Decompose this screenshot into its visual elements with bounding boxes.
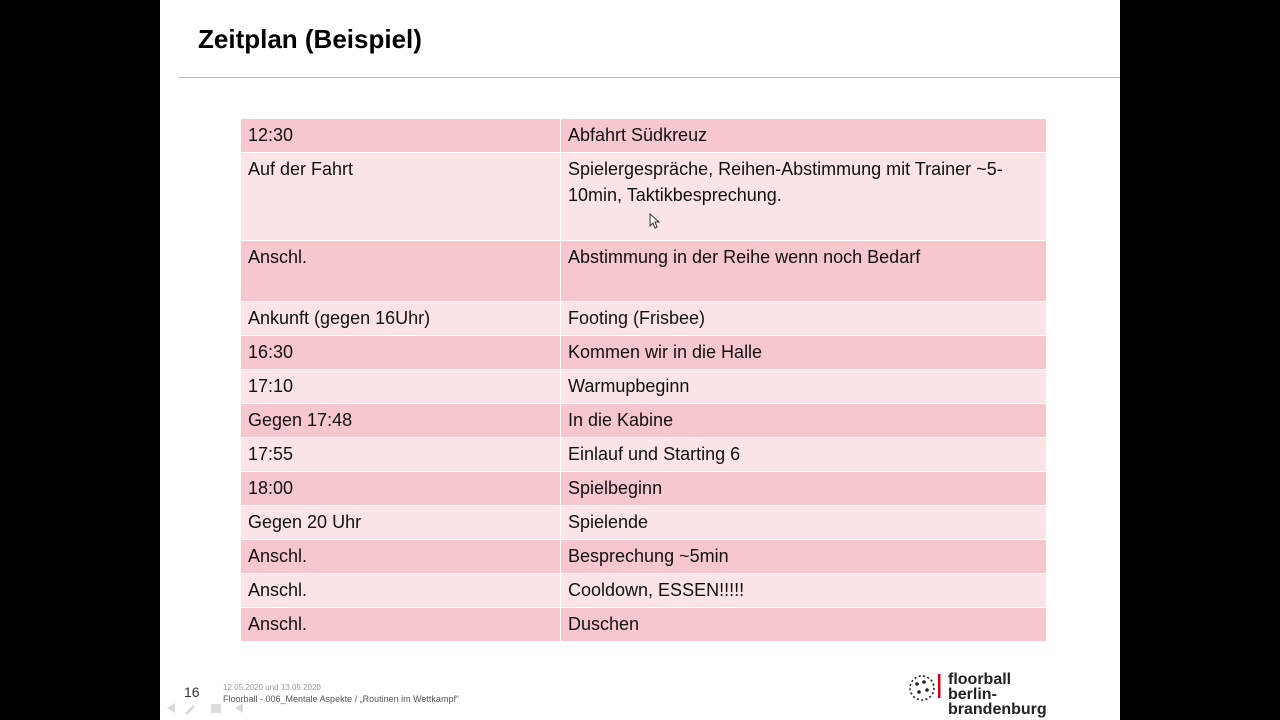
time-cell: 18:00 (241, 472, 561, 506)
mouse-cursor-icon (649, 213, 661, 229)
time-cell: Anschl. (241, 241, 561, 302)
table-row (241, 241, 1047, 302)
activity-cell: Footing (Frisbee) (561, 302, 1047, 336)
activity-cell: Spielbeginn (561, 472, 1047, 506)
page-number: 16 (184, 684, 200, 700)
title-divider (179, 77, 1120, 78)
activity-cell: Kommen wir in die Halle (561, 336, 1047, 370)
logo-line-2: berlin-brandenburg (948, 686, 1047, 718)
table-row (241, 472, 1047, 506)
logo-text (948, 672, 1088, 717)
table-row (241, 506, 1047, 540)
time-cell: Anschl. (241, 608, 561, 642)
activity-cell: Spielende (561, 506, 1047, 540)
slide-nav-icons[interactable] (165, 700, 255, 716)
activity-cell: Warmupbeginn (561, 370, 1047, 404)
time-cell: Ankunft (gegen 16Uhr) (241, 302, 561, 336)
time-cell: Gegen 20 Uhr (241, 506, 561, 540)
table-row (241, 302, 1047, 336)
time-cell: 17:10 (241, 370, 561, 404)
footer-date: 12.05.2020 und 13.05.2020 (223, 683, 321, 692)
time-cell: Anschl. (241, 540, 561, 574)
time-cell: Anschl. (241, 574, 561, 608)
activity-cell: Einlauf und Starting 6 (561, 438, 1047, 472)
table-row (241, 404, 1047, 438)
activity-cell: Abstimmung in der Reihe wenn noch Bedarf (561, 241, 1047, 302)
activity-cell: Duschen (561, 608, 1047, 642)
time-cell: 17:55 (241, 438, 561, 472)
table-row (241, 153, 1047, 241)
activity-cell: Besprechung ~5min (561, 540, 1047, 574)
activity-cell: Spielergespräche, Reihen-Abstimmung mit Trainer ~5-10min, Taktikbesprechung. (561, 153, 1047, 241)
table-row (241, 336, 1047, 370)
slide (160, 0, 1120, 720)
table-row (241, 370, 1047, 404)
activity-cell: Cooldown, ESSEN!!!!! (561, 574, 1047, 608)
time-cell: 16:30 (241, 336, 561, 370)
table-row (241, 608, 1047, 642)
time-cell: Gegen 17:48 (241, 404, 561, 438)
logo-line-1: floorball (948, 671, 1012, 688)
footer-text: Floorball - 006_Mentale Aspekte / „Routinen im Wettkampf“ (223, 694, 459, 704)
time-cell: Auf der Fahrt (241, 153, 561, 241)
time-cell: 12:30 (241, 119, 561, 153)
slide-title: Zeitplan (Beispiel) (198, 24, 422, 54)
table-row (241, 438, 1047, 472)
activity-cell: Abfahrt Südkreuz (561, 119, 1047, 153)
floorball-ball-icon (908, 672, 944, 704)
floorball-logo (908, 671, 1088, 718)
table-row (241, 119, 1047, 153)
schedule-table (240, 118, 1047, 642)
table-row (241, 574, 1047, 608)
table-row (241, 540, 1047, 574)
activity-cell: In die Kabine (561, 404, 1047, 438)
